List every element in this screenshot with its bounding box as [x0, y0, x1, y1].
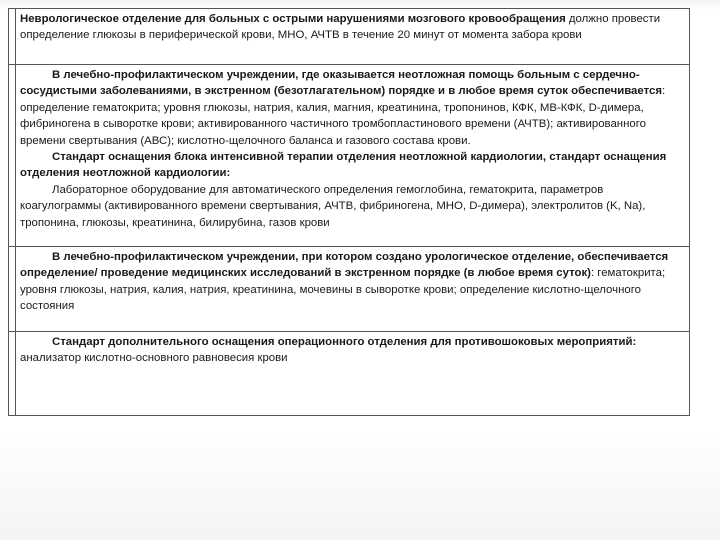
bottom-shade — [0, 430, 720, 540]
cardiology-text: : определение гематокрита; уровня глюкозы, натрия, калия, магния, креатинина, тропонинов, КФК, МВ-КФК, D-димера, фибриногена в сыворотке крови; активированного частичного тромбопластинового времени (АЧТВ); активированного времени свертывания (АВС); кислотно-щелочного баланса и газового состава крови. — [20, 85, 666, 147]
table-row — [9, 332, 690, 416]
operating-dept-text: анализатор кислотно-основного равновесия крови — [20, 352, 288, 365]
table-row — [9, 65, 690, 247]
neurology-requirement-cell — [16, 9, 690, 65]
urology-heading: В лечебно-профилактическом учреждении, при котором создано урологическое отделение, обеспечивается определение/ проведение медицинских исследований в экстренном порядке (в любое время суток) — [20, 251, 669, 280]
row-marker-cell — [9, 247, 16, 332]
table-row — [9, 9, 690, 65]
row-marker-cell — [9, 332, 16, 416]
neurology-text: должно провести определение глюкозы в периферической крови, МНО, АЧТВ в течение 20 минут от момента забора крови — [20, 13, 661, 42]
row-marker-cell — [9, 65, 16, 247]
icu-standard-heading: Стандарт оснащения блока интенсивной терапии отделения неотложной кардиологии, стандарт оснащения отделения неотложной кардиологии: — [20, 151, 667, 180]
urology-requirement-cell — [16, 247, 690, 332]
cardiology-heading: В лечебно-профилактическом учреждении, где оказывается неотложная помощь больным с сердечно-сосудистыми заболеваниями, в экстренном (безотлагательном) порядке и в любое время суток обеспечивается — [20, 69, 662, 98]
operating-dept-requirement-cell — [16, 332, 690, 416]
requirements-table — [8, 8, 690, 416]
row-marker-cell — [9, 9, 16, 65]
neurology-heading: Неврологическое отделение для больных с острыми нарушениями мозгового кровообращения — [20, 13, 566, 25]
lab-equipment-text: Лабораторное оборудование для автоматического определения гемоглобина, гематокрита, параметров коагулограммы (активированного времени свертывания, АЧТВ, фибриногена, МНО, D-димера), электролитов (K, Na), тропонина, глюкозы, креатинина, билирубина, газов крови — [20, 183, 646, 229]
table-row — [9, 247, 690, 332]
urology-text: : гематокрита; уровня глюкозы, натрия, калия, натрия, креатинина, мочевины в сыворотке крови; определение кислотно-щелочного состояния — [20, 267, 666, 313]
cardiology-requirement-cell — [16, 65, 690, 247]
operating-dept-heading: Стандарт дополнительного оснащения операционного отделения для противошоковых мероприятий: — [52, 336, 637, 348]
